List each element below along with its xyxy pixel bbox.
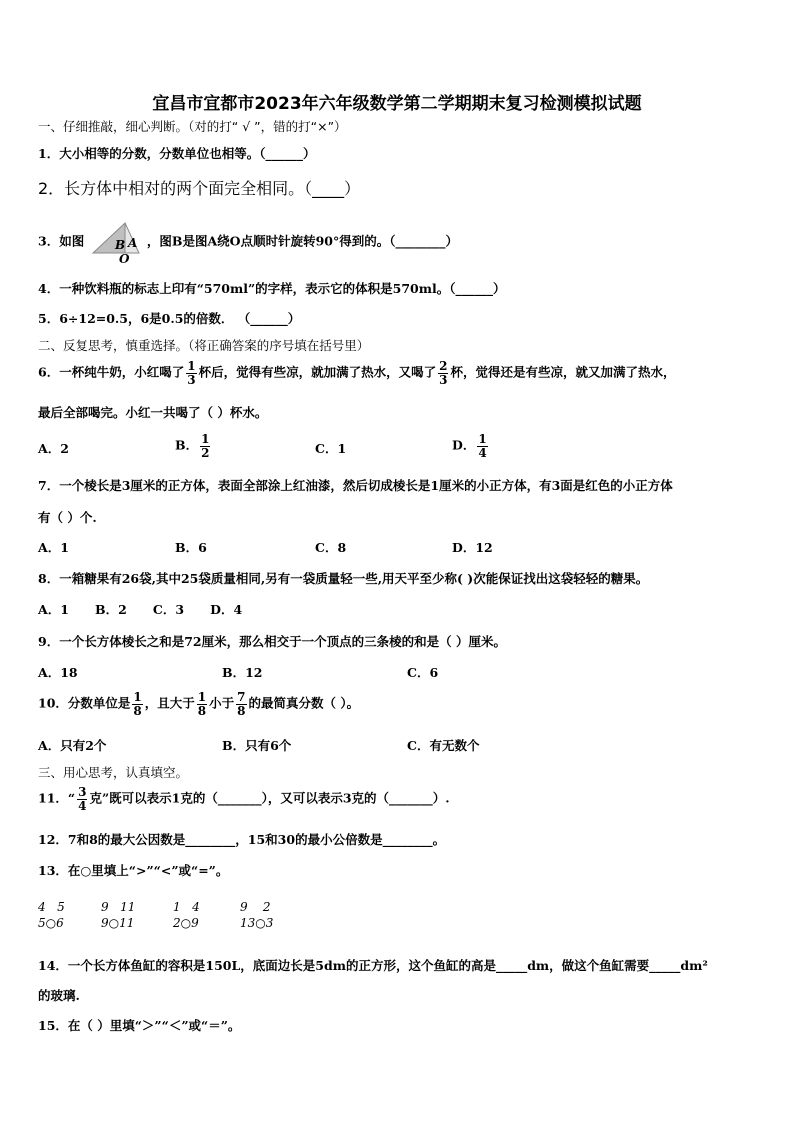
q7-option-c: C．8 <box>315 540 347 555</box>
question-3-prefix: 3．如图 <box>38 233 85 249</box>
label-o: O <box>118 252 130 263</box>
fraction-two-thirds <box>438 360 448 386</box>
q10-text-b: ，且大于 <box>144 695 195 711</box>
fraction-one-quarter <box>477 433 487 459</box>
frac-den: 2 <box>201 445 210 460</box>
q8-options: A．1 B．2 C．3 D．4 <box>38 602 243 617</box>
frac-den: 4 <box>78 798 87 813</box>
rotation-figure <box>91 221 141 263</box>
frac-den: 4 <box>478 445 487 460</box>
compare-top: 9 2 <box>240 900 271 914</box>
q11-text-a: 11．“ <box>38 790 76 806</box>
frac-den: 8 <box>237 703 246 718</box>
question-3-text: ，图B是图A绕O点顺时针旋转90°得到的。（________） <box>146 233 458 249</box>
compare-top: 9 11 <box>101 900 136 914</box>
question-7-line-2: 有（ ）个. <box>38 510 97 525</box>
section-2-heading: 二、反复思考，慎重选择。（将正确答案的序号填在括号里） <box>38 338 370 353</box>
compare-pair-1 <box>38 900 65 931</box>
fraction-three-quarters <box>77 786 87 812</box>
compare-pair-4 <box>240 900 273 931</box>
question-2: 2．长方体中相对的两个面完全相同。（____） <box>38 179 361 198</box>
fraction-one-eighth <box>197 691 207 717</box>
frac-num: 1 <box>133 690 142 704</box>
triangle-rotation-figure <box>91 221 141 263</box>
fraction-one-third <box>186 360 196 386</box>
q10-text-a: 10．分数单位是 <box>38 695 131 711</box>
frac-num: 3 <box>78 785 87 799</box>
q9-option-b: B．12 <box>222 665 263 680</box>
fraction-one-eighth <box>132 691 142 717</box>
question-3 <box>38 221 458 263</box>
compare-top: 1 4 <box>173 900 200 914</box>
frac-num: 1 <box>478 432 487 446</box>
fraction-one-half <box>200 433 210 459</box>
question-4: 4．一种饮料瓶的标志上印有“570ml”的字样，表示它的体积是570ml。（______） <box>38 281 506 296</box>
q11-text-b: 克”既可以表示1克的（_______），又可以表示3克的（_______）. <box>89 790 450 806</box>
question-5: 5．6÷12=0.5，6是0.5的倍数． （______） <box>38 311 301 326</box>
q10-option-b: B．只有6个 <box>222 738 292 753</box>
q7-option-d: D．12 <box>452 540 493 555</box>
q7-option-b: B．6 <box>175 540 207 555</box>
q10-option-c: C．有无数个 <box>407 738 480 753</box>
option-label: B． <box>175 437 199 453</box>
question-14-line-1: 14．一个长方体鱼缸的容积是150L，底面边长是5dm的正方形，这个鱼缸的高是_____dm，做这个鱼缸需要_____dm² <box>38 958 708 973</box>
question-1: 1．大小相等的分数，分数单位也相等。（______） <box>38 146 316 161</box>
question-6-line-1 <box>38 360 675 386</box>
page-title: 宜昌市宜都市2023年六年级数学第二学期期末复习检测模拟试题 <box>152 94 642 114</box>
q6-option-c: C．1 <box>315 441 347 456</box>
compare-bottom: 9○11 <box>101 915 135 930</box>
frac-num: 1 <box>197 690 207 704</box>
frac-num: 1 <box>187 359 196 373</box>
frac-den: 3 <box>439 372 448 387</box>
label-a: A <box>127 236 137 250</box>
compare-bottom: 13○3 <box>240 915 274 930</box>
question-12: 12．7和8的最大公因数是________，15和30的最小公倍数是________。 <box>38 832 446 847</box>
q6-option-a: A．2 <box>38 441 69 456</box>
label-b: B <box>114 238 125 252</box>
question-8: 8．一箱糖果有26袋,其中25袋质量相同,另有一袋质量轻一些,用天平至少称( )次能保证找出这袋轻轻的糖果。 <box>38 571 649 586</box>
frac-num: 2 <box>439 359 448 373</box>
question-7-line-1: 7．一个棱长是3厘米的正方体，表面全部涂上红油漆，然后切成棱长是1厘米的小正方体，有3面是红色的小正方体 <box>38 478 673 493</box>
fraction-seven-eighths <box>236 691 246 717</box>
q6-text-b: 杯后，觉得有些凉，就加满了热水，又喝了 <box>198 364 437 380</box>
question-14-line-2: 的玻璃. <box>38 988 80 1003</box>
q6-option-b <box>175 433 212 459</box>
question-11 <box>38 786 450 812</box>
q7-option-a: A．1 <box>38 540 69 555</box>
frac-den: 8 <box>133 703 142 718</box>
compare-pair-3 <box>173 900 200 931</box>
frac-num: 7 <box>237 690 246 704</box>
frac-den: 8 <box>197 703 207 718</box>
section-3-heading: 三、用心思考，认真填空。 <box>38 765 189 780</box>
question-6-line-2: 最后全部喝完。小红一共喝了（ ）杯水。 <box>38 405 268 420</box>
compare-bottom: 2○9 <box>173 915 199 930</box>
q6-text-c: 杯，觉得还是有些凉，就又加满了热水， <box>450 364 676 380</box>
q9-option-c: C．6 <box>407 665 439 680</box>
compare-pair-2 <box>101 900 135 931</box>
option-label: D． <box>452 437 476 453</box>
compare-top: 4 5 <box>38 900 65 914</box>
section-1-heading: 一、仔细推敲，细心判断。（对的打“ √ ”，错的打“×”） <box>38 119 347 134</box>
question-10 <box>38 691 359 717</box>
frac-den: 3 <box>187 372 196 387</box>
question-13: 13．在○里填上“>”“<”或“=”。 <box>38 863 229 878</box>
compare-bottom: 5○6 <box>38 915 64 930</box>
question-15: 15．在（ ）里填“＞”“＜”或“＝”。 <box>38 1018 241 1033</box>
q10-text-c: 小于 <box>209 695 235 711</box>
frac-num: 1 <box>201 432 210 446</box>
q9-option-a: A．18 <box>38 665 78 680</box>
q10-text-d: 的最简真分数（ ）。 <box>248 695 360 711</box>
question-9: 9．一个长方体棱长之和是72厘米，那么相交于一个顶点的三条棱的和是（ ）厘米。 <box>38 634 506 649</box>
q6-option-d <box>452 433 490 459</box>
q10-option-a: A．只有2个 <box>38 738 107 753</box>
q6-text-a: 6．一杯纯牛奶，小红喝了 <box>38 364 185 380</box>
